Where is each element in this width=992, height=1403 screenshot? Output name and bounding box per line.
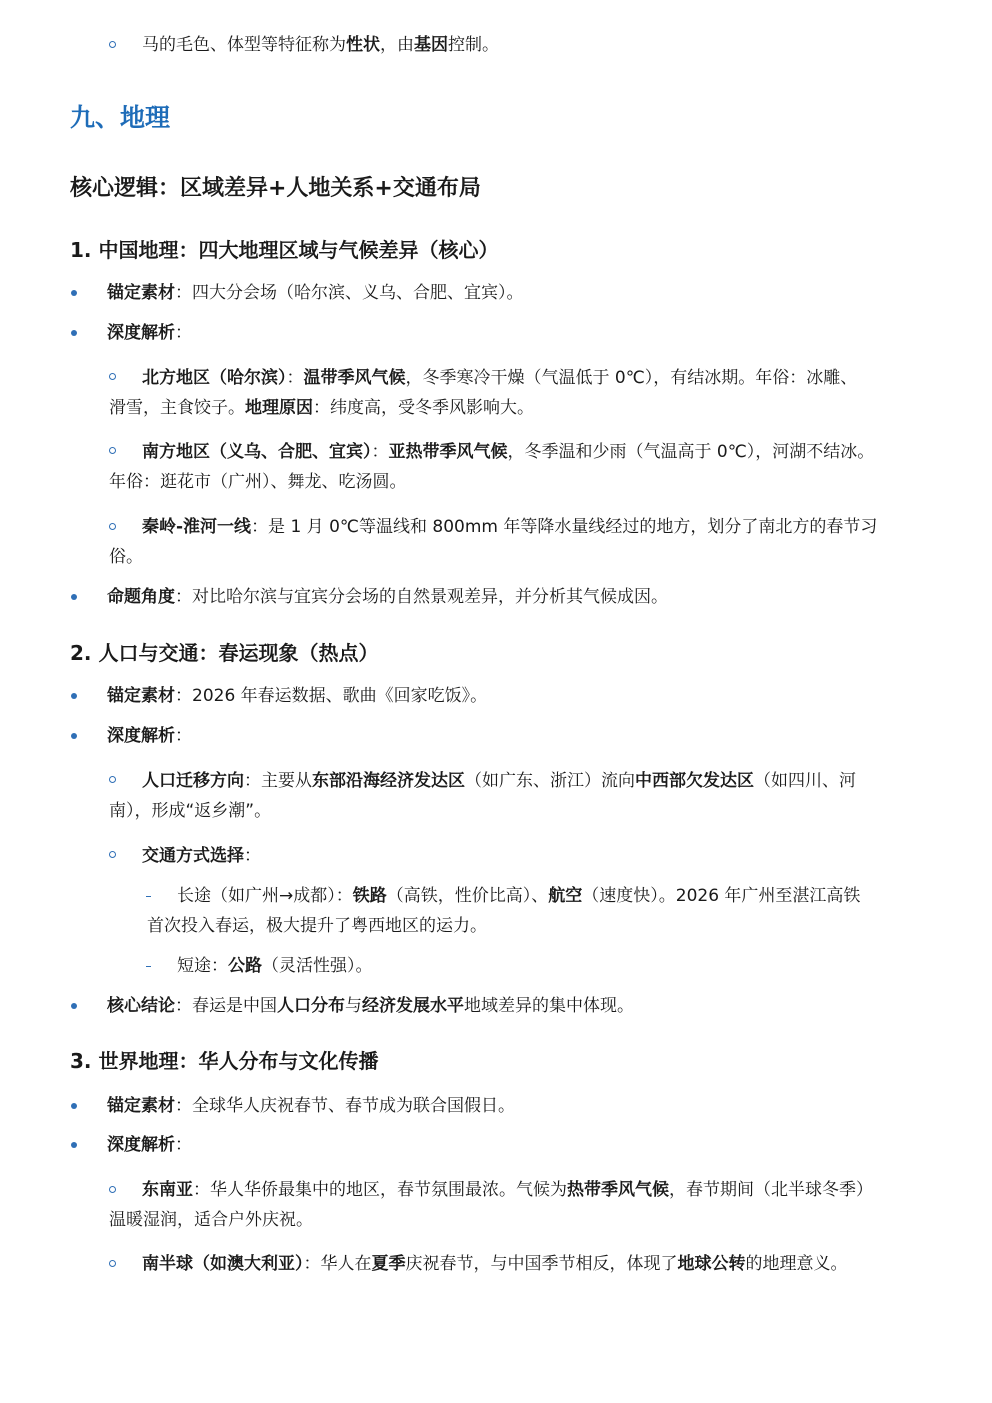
dot-bullet-icon: [71, 1103, 77, 1109]
ring-bullet-icon: [109, 851, 116, 858]
ring-bullet-icon: [109, 373, 116, 380]
s1-analysis-label: 深度解析：: [107, 323, 192, 343]
ring-bullet-icon: [109, 776, 116, 783]
dot-bullet-icon: [71, 1003, 77, 1009]
s2-migration-line1: 人口迁移方向：主要从东部沿海经济发达区（如广东、浙江）流向中西部欠发达区（如四川、河: [142, 771, 856, 791]
s1-south-line1: 南方地区（义乌、合肥、宜宾）：亚热带季风气候，冬季温和少雨（气温高于 0℃），河湖不结冰。: [142, 442, 875, 462]
s2-analysis-label: 深度解析：: [107, 726, 192, 746]
dot-bullet-icon: [71, 733, 77, 739]
dot-bullet-icon: [71, 693, 77, 699]
top-line: 马的毛色、体型等特征称为性状，由基因控制。: [142, 35, 499, 55]
dot-bullet-icon: [71, 330, 77, 336]
dash-bullet-icon: [146, 896, 151, 897]
ring-bullet-icon: [109, 447, 116, 454]
chapter-title: 九、地理: [70, 103, 171, 132]
s2-transport-label: 交通方式选择：: [142, 846, 261, 866]
s3-south-hemisphere: 南半球（如澳大利亚）：华人在夏季庆祝春节，与中国季节相反，体现了地球公转的地理意义。: [142, 1254, 848, 1274]
s2-long-line2: 首次投入春运，极大提升了粤西地区的运力。: [147, 916, 487, 936]
ring-bullet-icon: [109, 1260, 116, 1267]
s3-analysis-label: 深度解析：: [107, 1135, 192, 1155]
s3-sea-line2: 温暖湿润，适合户外庆祝。: [109, 1210, 313, 1230]
section-1-title: 1. 中国地理：四大地理区域与气候差异（核心）: [70, 238, 499, 262]
core-logic-heading: 核心逻辑：区域差异+人地关系+交通布局: [70, 176, 481, 201]
section-2-title: 2. 人口与交通：春运现象（热点）: [70, 641, 379, 665]
s1-south-line2: 年俗：逛花市（广州）、舞龙、吃汤圆。: [109, 472, 407, 492]
section-3-title: 3. 世界地理：华人分布与文化传播: [70, 1049, 379, 1073]
dash-bullet-icon: [146, 966, 151, 967]
s3-sea-line1: 东南亚：华人华侨最集中的地区，春节氛围最浓。气候为热带季风气候，春节期间（北半球冬季）: [142, 1180, 873, 1200]
ring-bullet-icon: [109, 523, 116, 530]
s2-migration-line2: 南），形成“返乡潮”。: [109, 801, 272, 821]
s2-material: 锚定素材：2026 年春运数据、歌曲《回家吃饭》。: [107, 686, 488, 706]
s1-angle: 命题角度：对比哈尔滨与宜宾分会场的自然景观差异，并分析其气候成因。: [107, 587, 668, 607]
s3-material: 锚定素材：全球华人庆祝春节、春节成为联合国假日。: [107, 1096, 515, 1116]
s1-qinling-line2: 俗。: [109, 547, 143, 567]
dot-bullet-icon: [71, 1142, 77, 1148]
s1-north-line2: 滑雪，主食饺子。地理原因：纬度高，受冬季风影响大。: [109, 398, 534, 418]
dot-bullet-icon: [71, 594, 77, 600]
ring-bullet-icon: [109, 41, 116, 48]
s1-north-line1: 北方地区（哈尔滨）：温带季风气候，冬季寒冷干燥（气温低于 0℃），有结冰期。年俗：冰雕、: [142, 368, 858, 388]
s2-short-line: 短途：公路（灵活性强）。: [177, 956, 373, 976]
dot-bullet-icon: [71, 290, 77, 296]
s2-conclusion: 核心结论：春运是中国人口分布与经济发展水平地域差异的集中体现。: [107, 996, 634, 1016]
s1-qinling-line1: 秦岭-淮河一线：是 1 月 0℃等温线和 800mm 年等降水量线经过的地方，划分了南北方的春节习: [142, 517, 878, 537]
ring-bullet-icon: [109, 1186, 116, 1193]
s1-material: 锚定素材：四大分会场（哈尔滨、义乌、合肥、宜宾）。: [107, 283, 524, 303]
s2-long-line1: 长途（如广州→成都）：铁路（高铁，性价比高）、航空（速度快）。2026 年广州至湛江高铁: [177, 886, 861, 906]
